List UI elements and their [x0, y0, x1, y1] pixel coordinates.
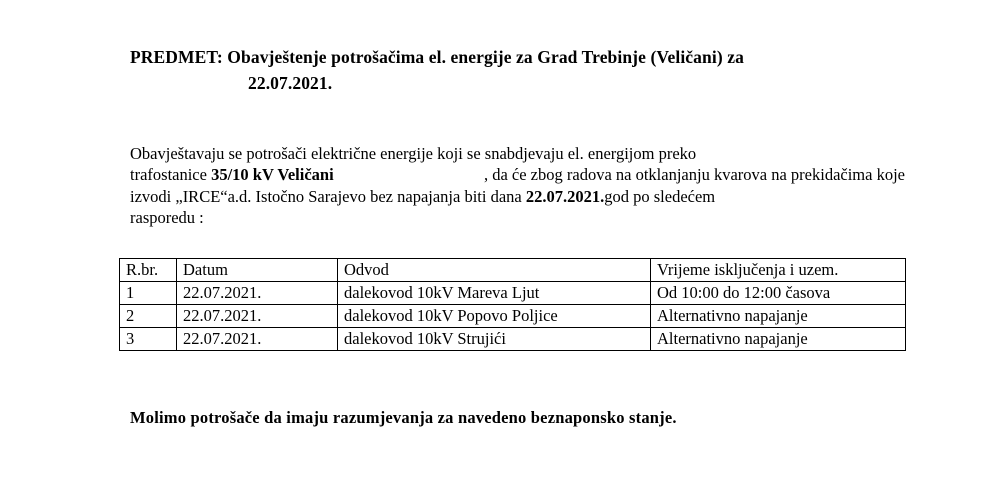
- cell-rbr: 3: [120, 328, 177, 351]
- subject-date: 22.07.2021.: [248, 73, 333, 93]
- header-odvod: Odvod: [338, 259, 651, 282]
- paragraph-line-2-start: [130, 164, 334, 185]
- cell-vrijeme: Alternativno napajanje: [651, 305, 906, 328]
- trafostanica-label: trafostanice: [130, 165, 212, 185]
- header-datum: Datum: [177, 259, 338, 282]
- cell-odvod: dalekovod 10kV Mareva Ljut: [338, 282, 651, 305]
- subject-heading: [130, 44, 744, 96]
- paragraph-line-4: rasporedu :: [130, 207, 204, 227]
- closing-statement: Molimo potrošače da imaju razumjevanja za navedeno beznaponsko stanje.: [130, 408, 677, 427]
- header-vrijeme: Vrijeme isključenja i uzem.: [651, 259, 906, 282]
- cell-datum: 22.07.2021.: [177, 328, 338, 351]
- cell-datum: 22.07.2021.: [177, 282, 338, 305]
- cell-odvod: dalekovod 10kV Popovo Poljice: [338, 305, 651, 328]
- paragraph-line-3: [130, 186, 905, 207]
- outage-date: 22.07.2021.: [525, 186, 605, 206]
- cell-rbr: 1: [120, 282, 177, 305]
- cell-vrijeme: Od 10:00 do 12:00 časova: [651, 282, 906, 305]
- paragraph-line-2: [130, 164, 905, 185]
- table-header-row: [120, 259, 906, 282]
- cell-vrijeme: Alternativno napajanje: [651, 328, 906, 351]
- table-row: [120, 305, 906, 328]
- outage-schedule-table: [119, 258, 906, 351]
- notice-paragraph: [130, 143, 905, 228]
- cell-rbr: 2: [120, 305, 177, 328]
- paragraph-line-3-start: izvodi „IRCE“a.d. Istočno Sarajevo bez napajanja biti dana: [130, 186, 526, 206]
- table-row: [120, 282, 906, 305]
- paragraph-line-1: Obavještavaju se potrošači električne energije koji se snabdjevaju el. energijom preko: [130, 144, 697, 163]
- header-rbr: R.br.: [120, 259, 177, 282]
- paragraph-line-3-end: god po sledećem: [604, 186, 716, 206]
- paragraph-line-2-end: , da će zbog radova na otklanjanju kvarova na prekidačima koje: [483, 165, 905, 185]
- cell-odvod: dalekovod 10kV Strujići: [338, 328, 651, 351]
- cell-datum: 22.07.2021.: [177, 305, 338, 328]
- subject-line-1: PREDMET: Obavještenje potrošačima el. energije za Grad Trebinje (Veličani) za: [130, 47, 744, 67]
- table-row: [120, 328, 906, 351]
- substation-name: 35/10 kV Veličani: [211, 165, 334, 185]
